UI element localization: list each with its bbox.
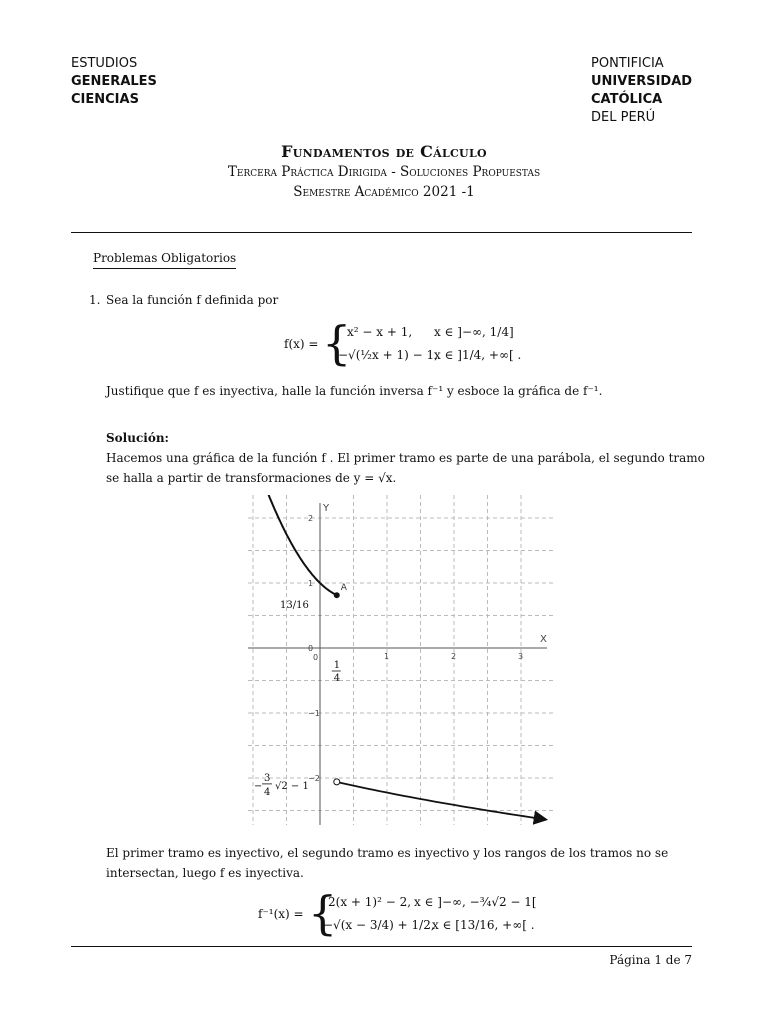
header-ciencias: CIENCIAS — [71, 92, 139, 107]
case1-expr: x² − x + 1, — [347, 325, 413, 339]
x-tick-label: 3 — [518, 652, 524, 661]
grid-lines — [248, 495, 553, 825]
axes — [248, 503, 547, 825]
origin-label: 0 — [313, 653, 319, 662]
curves — [266, 495, 544, 819]
page-number: Página 1 de 7 — [609, 953, 692, 967]
open-point — [334, 779, 340, 785]
y-tick-label: 2 — [308, 514, 314, 523]
left-brace: { — [322, 316, 352, 370]
header-pontificia: PONTIFICIA — [591, 56, 664, 71]
closed-point-a — [334, 592, 340, 598]
axis-labels — [254, 503, 547, 798]
header-left — [71, 55, 157, 109]
header-estudios: ESTUDIOS — [71, 56, 138, 71]
function-graph — [248, 495, 553, 825]
case2-expr: −√(½x + 1) − 1, — [338, 348, 438, 362]
problem-intro: Sea la función f definida por — [106, 293, 279, 307]
inverse-left-brace: { — [308, 886, 338, 940]
solution-para-2: intersectan, luego f es inyectiva. — [106, 866, 304, 880]
header-universidad: UNIVERSIDAD — [591, 74, 693, 89]
case2-domain: x ∈ ]1/4, +∞[ . — [434, 348, 522, 362]
y-a-value-label: 13/16 — [280, 600, 309, 612]
inverse-case1-expr: 2(x + 1)² − 2, — [328, 895, 412, 909]
header-del-peru: DEL PERÚ — [591, 110, 656, 125]
inverse-case2-domain: x ∈ [13/16, +∞[ . — [432, 918, 535, 932]
solution-line-2: se halla a partir de transformaciones de y = √x. — [106, 471, 397, 485]
solution-para-1: El primer tramo es inyectivo, el segundo tramo es inyectivo y los rangos de los tramos no se — [106, 846, 669, 860]
problem-number: 1. — [89, 293, 101, 307]
document-title: Fundamentos de Cálculo — [281, 142, 487, 161]
x-axis-label: X — [540, 634, 547, 645]
f-lhs: f(x) = — [284, 337, 319, 351]
document-semester: Semestre Académico 2021 -1 — [293, 184, 475, 200]
case1-domain: x ∈ ]−∞, 1/4] — [434, 325, 514, 339]
inverse-case2-expr: −√(x − 3/4) + 1/2, — [323, 918, 435, 932]
y-open-denominator: 4 — [264, 786, 271, 798]
x-tick-label: 1 — [384, 652, 390, 661]
y-open-prefix: − — [254, 780, 263, 792]
x-quarter-numerator: 1 — [333, 660, 341, 671]
solution-line-1: Hacemos una gráfica de la función f . El primer tramo es parte de una parábola, el segundo tramo — [106, 451, 705, 465]
title-rule — [71, 232, 692, 233]
y-open-numerator: 3 — [264, 772, 271, 784]
y-tick-label: 1 — [308, 579, 314, 588]
header-right — [591, 55, 692, 127]
y-open-suffix: √2 − 1 — [275, 780, 309, 792]
point-a-label: A — [340, 583, 347, 594]
footer-rule — [71, 946, 692, 947]
y-axis-label: Y — [323, 503, 330, 514]
section-label: Problemas Obligatorios — [93, 251, 236, 269]
y-tick-label: −2 — [308, 774, 320, 783]
x-quarter-denominator: 4 — [333, 673, 341, 684]
header-catolica: CATÓLICA — [591, 92, 663, 107]
problem-question: Justifique que f es inyectiva, halle la función inversa f⁻¹ y esboce la gráfica de f⁻¹. — [106, 384, 603, 398]
solution-label: Solución: — [106, 431, 169, 445]
header-generales: GENERALES — [71, 74, 157, 89]
document-subtitle: Tercera Práctica Dirigida - Soluciones Propuestas — [227, 164, 541, 180]
y-tick-label: −1 — [308, 709, 320, 718]
sqrt-branch — [337, 782, 545, 819]
inverse-case1-domain: x ∈ ]−∞, −¾√2 − 1[ — [414, 895, 537, 909]
y-tick-label: 0 — [308, 644, 314, 653]
x-tick-label: 2 — [451, 652, 457, 661]
inverse-lhs: f⁻¹(x) = — [258, 907, 304, 921]
